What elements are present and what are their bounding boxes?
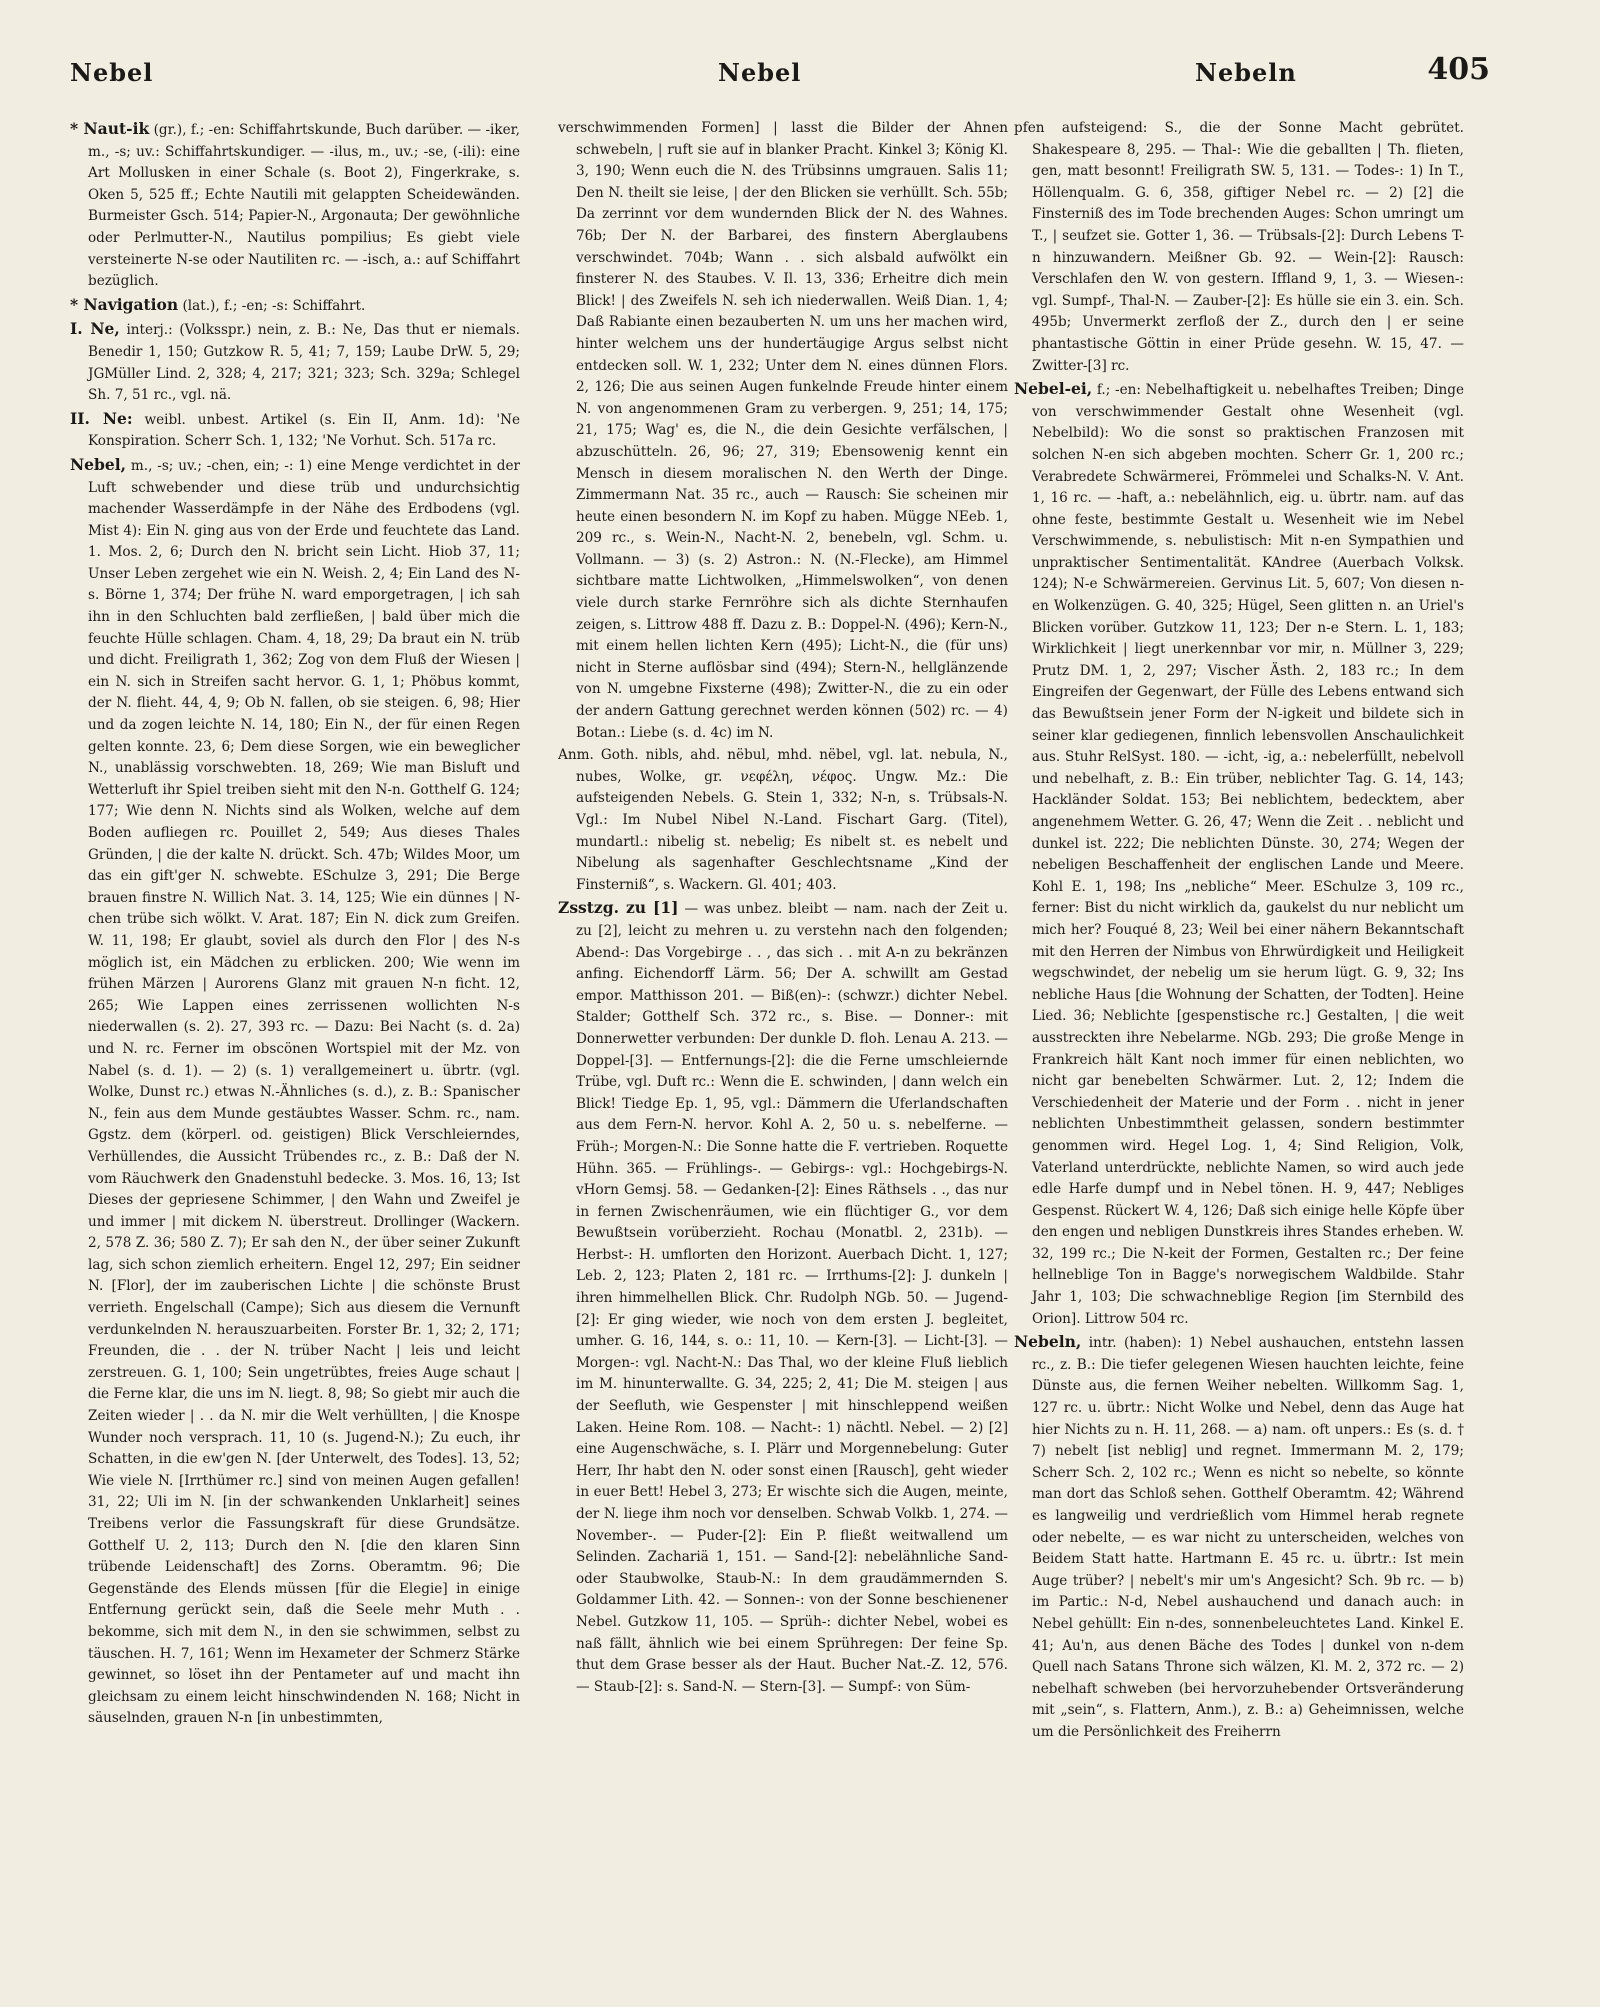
dictionary-entry [1014,118,1464,377]
entry-body: (gr.), f.; -en: Schiffahrtskunde, Buch darüber. — -iker, m., -s; uv.: Schiffahrtskundiger. — -ilus, m., uv.; -se, (-ili): eine Art Mollusken in einer Schale (s. Boot 2), Fingerkrake, s. Oken 5, 525 ff.; Echte Nautili mit gelappten Scheidewänden. Burmeister Gsch. 514; Papier-N., Argonauta; Der gewöhnliche oder Perlmutter-N., Nautilus pompilius; Es giebt viele versteinerte N-se oder Nautiliten rc. — -isch, a.: auf Schiffahrt bezüglich. [88,122,520,290]
entry-body: interj.: (Volksspr.) nein, z. B.: Ne, Das thut er niemals. Benedir 1, 150; Gutzkow R. 5, 41; 7, 159; Laube DrW. 5, 29; JGMüller Lind. 2, 328; 4, 217; 321; 323; Sch. 329a; Schlegel Sh. 7, 51 rc., vgl. nä. [88,322,520,404]
dictionary-entry [558,745,1008,896]
column-right [1014,118,1464,1988]
entry-headword: II. Ne: [70,408,133,428]
dictionary-entry [70,118,520,293]
entry-headword: Nebel-ei, [1014,379,1093,399]
entry-body: verschwimmenden Formen] | lasst die Bilder der Ahnen schwebeln, | ruft sie auf in blanker Pracht. Kinkel 3; König Kl. 3, 190; Wenn euch die N. des Trübsinns umgrauen. Salis 11; Den N. theilt sie leise, | der den Blicken sie verhüllt. Sch. 55b; Da zerrinnt vor dem wundernden Blick der N. des Wahnes. 76b; Der N. der Barbarei, des finstern Aberglaubens verschwindet. 704b; Wann . . sich alsbald aufwölkt ein finsterer N. des Staubes. V. Il. 13, 336; Erheitre dich mein Blick! | des Zweifels N. seh ich niederwallen. Weiß Dian. 1, 4; Daß Rabiante einen bezauberten N. um uns her machen wird, hinter welchem uns der hundertäugige Argus selbst nicht entdecken soll. W. 1, 232; Unter dem N. eines dünnen Flors. 2, 126; Die aus seinen Augen funkelnde Freude hinter einem N. von angenommenen Gram zu verbergen. 9, 251; 14, 175; 21, 175; Wag' es, die N., die dein Gesichte verfälschen, | abzuschütteln. 26, 96; 27, 319; Ebensowenig kennt ein Mensch in diesem moralischen N. den Werth der Dinge. Zimmermann Nat. 35 rc., auch — Rausch: Sie scheinen mir heute einen besondern N. im Kopf zu haben. Mügge NEeb. 1, 209 rc., s. Wein-N., Nacht-N. 2, benebeln, vgl. Schm. u. Vollmann. — 3) (s. 2) Astron.: N. (N.-Flecke), am Himmel sichtbare matte Lichtwolken, „Himmelswolken“, von denen viele durch starke Fernröhre sich als dichte Sternhaufen zeigen, s. Littrow 488 ff. Dazu z. B.: Doppel-N. (496); Kern-N., mit einem hellen lichten Kern (495); Licht-N., die (für uns) nicht in Sterne auflösbar sind (494); Stern-N., hellglänzende von N. umgebne Fixsterne (498); Zwitter-N., die zu ein oder der andern Gattung gerechnet werden können (502) rc. — 4) Botan.: Liebe (s. d. 4c) im N. [558,120,1008,741]
entry-headword: I. Ne, [70,319,120,339]
entry-body: (lat.), f.; -en; -s: Schiffahrt. [182,297,366,314]
entry-body: intr. (haben): 1) Nebel aushauchen, entstehn lassen rc., z. B.: Die tiefer gelegenen Wiesen hauchten leichte, feine Dünste aus, die fernen Weiher nebelten. Willkomm Sag. 1, 127 rc. u. übrtr.: Nicht Wolke und Nebel, denn das Auge hat hier Nichts zu n. H. 11, 268. — a) nam. oft unpers.: Es (s. d. † 7) nebelt [ist neblig] und regnet. Immermann M. 2, 179; Scherr Sch. 2, 102 rc.; Wenn es nicht so nebelte, so könnte man dort das Schloß sehen. Gotthelf Oberamtm. 42; Während es langweilig und verdrießlich vom Himmel herab regnete oder nebelte, — es war nicht zu unterscheiden, welches von Beidem Statt hatte. Hartmann E. 45 rc. u. übrtr.: Ist mein Auge trüber? | nebelt's mir um's Angesicht? Sch. 9b rc. — b) im Partic.: N-d, Nebel aushauchend und danach auch: in Nebel gehüllt: Ein n-des, sonnenbeleuchtetes Land. Kinkel E. 41; Au'n, aus denen Bäche des Todes | dunkel von n-dem Quell nach Satans Throne sich wälzen, Kl. M. 2, 372 rc. — 2) nebelhaft schweben (bei hervorzuhebender Ortsveränderung mit „sein“, s. Flattern, Anm.), z. B.: a) Geheimnissen, welche um die Persönlichkeit des Freiherrn [1032,1335,1464,1740]
dictionary-entry [558,118,1008,744]
page-number: 405 [1427,52,1490,87]
entry-headword: Zsstzg. zu [1] [558,898,679,918]
dictionary-entry [70,294,520,318]
column-left [70,118,520,1988]
entry-body: — was unbez. bleibt — nam. nach der Zeit u. zu [2], leicht zu mehren u. zu verstehn nach den folgenden; Abend-: Das Vorgebirge . . , das sich . . mit A-n zu bekränzen anfing. Eichendorff Lärm. 56; Der A. schwillt am Gestad empor. Matthisson 201. — Biß(en)-: (schwzr.) dichter Nebel. Stalder; Gotthelf Sch. 372 rc., s. Bise. — Donner-: mit Donnerwetter verbunden: Der dunkle D. floh. Lenau A. 213. — Doppel-[3]. — Entfernungs-[2]: die die Ferne umschleiernde Trübe, vgl. Duft rc.: Wenn die E. schwinden, | dann welch ein Blick! Tiedge Ep. 1, 95, vgl.: Dämmern die Uferlandschaften aus dem Fern-N. hervor. Kohl A. 2, 50 u. s. nebelferne. — Früh-; Morgen-N.: Die Sonne hatte die F. vertrieben. Roquette Hühn. 365. — Frühlings-. — Gebirgs-: vgl.: Hochgebirgs-N. vHorn Gemsj. 58. — Gedanken-[2]: Eines Räthsels . ., das nur in fernen Zwischenräumen, wie ein flüchtiger G., vor dem Bewußtsein vorüberzieht. Rochau (Monatbl. 2, 231b). — Herbst-: H. umflorten den Horizont. Auerbach Dicht. 1, 127; Leb. 2, 123; Platen 2, 181 rc. — Irrthums-[2]: J. dunkeln | ihren himmelhellen Blick. Chr. Rudolph NGb. 50. — Jugend-[2]: Er ging wieder, wie noch von dem ersten J. begleitet, umher. G. 16, 144, s. o.: 11, 10. — Kern-[3]. — Licht-[3]. — Morgen-: vgl. Nacht-N.: Das Thal, wo der kleine Fluß lieblich im M. hinunterwallte. G. 34, 225; 2, 41; Die M. steigen | aus der Seefluth, wie Gespenster | mit hinschleppend weißen Laken. Heine Rom. 108. — Nacht-: 1) nächtl. Nebel. — 2) [2] eine Augenschwäche, s. I. Plärr und Morgennebelung: Guter Herr, Ihr habt den N. oder sonst einen [Rausch], geht wieder in euer Bett! Hebel 3, 273; Er wischte sich die Augen, meinte, der N. liege ihm noch vor denselben. Schwab Volkb. 1, 274. — November-. — Puder-[2]: Ein P. fließt weitwallend um Selinden. Zachariä 1, 151. — Sand-[2]: nebelähnliche Sand- oder Staubwolke, Staub-N.: In dem graudämmernden S. Goldammer Lith. 42. — Sonnen-: von der Sonne beschienener Nebel. Gutzkow 11, 105. — Sprüh-: dichter Nebel, wobei es naß fällt, ähnlich wie bei einem Sprühregen: Der feine Sp. thut dem Grase besser als der Haut. Bucher Nat.-Z. 12, 576. — Staub-[2]: s. Sand-N. — Stern-[3]. — Sumpf-: von Süm- [576,901,1008,1695]
header-left-word: Nebel [70,58,154,87]
dictionary-entry [70,408,520,453]
entry-body: weibl. unbest. Artikel (s. Ein II, Anm. 1d): 'Ne Konspiration. Scherr Sch. 1, 132; 'Ne Vorhut. Sch. 517a rc. [88,411,520,450]
dictionary-entry [70,318,520,406]
header-right-word: Nebeln [1195,58,1297,87]
dictionary-entry [558,897,1008,1698]
dictionary-entry [70,454,520,1730]
running-header [70,52,1490,98]
column-middle [558,118,1008,1988]
dictionary-entry [1014,378,1464,1330]
entry-body: pfen aufsteigend: S., die der Sonne Macht gebrütet. Shakespeare 8, 295. — Thal-: Wie die geballten | Th. flieten, gen, matt besonnt! Freiligrath SW. 5, 131. — Todes-: 1) In T., Höllenqualm. G. 6, 358, giftiger Nebel rc. — 2) [2] die Finsterniß des im Tode brechenden Auges: Schon umringt um T., | seufzet sie. Gotter 1, 36. — Trübsals-[2]: Durch Lebens T-n hinzuwandern. Meißner Gb. 92. — Wein-[2]: Rausch: Verschlafen den W. von gestern. Iffland 9, 1, 3. — Wiesen-: vgl. Sumpf-, Thal-N. — Zauber-[2]: Es hülle sie ein 3. ein. Sch. 495b; Unvermerkt zerfloß der Z., durch den | er seine phantastische Göttin in einer Prüde gesehn. W. 15, 47. — Zwitter-[3] rc. [1014,120,1464,374]
dictionary-entry [1014,1331,1464,1743]
entry-headword: Nebel, [70,454,127,474]
entry-headword: Nebeln, [1014,1332,1082,1352]
entry-headword: * Navigation [70,294,179,314]
entry-body: Anm. Goth. nibls, ahd. nëbul, mhd. nëbel, vgl. lat. nebula, N., nubes, Wolke, gr. νεφέλη, νέφος. Ungw. Mz.: Die aufsteigenden Nebels. G. Stein 1, 332; N-n, s. Trübsals-N. Vgl.: Im Nubel Nibel N.-Land. Fischart Garg. (Titel), mundartl.: nibelig st. nebelig; Es nibelt st. es nebelt und Nibelung als sagenhafter Geschlechtsname „Kind der Finsterniß“, s. Wackern. Gl. 401; 403. [558,747,1008,893]
entry-body: f.; -en: Nebelhaftigkeit u. nebelhaftes Treiben; Dinge von verschwimmender Gestalt ohne Wesenheit (vgl. Nebelbild): Wo die sonst so praktischen Franzosen mit solchen N-en sich abgeben mochten. Scherr Gr. 1, 200 rc.; Verabredete Schwärmerei, Frömmelei und Schalks-N. V. Ant. 1, 16 rc. — -haft, a.: nebelähnlich, eig. u. übrtr. nam. auf das ohne feste, bestimmte Gestalt u. Wesenheit wie im Nebel Verschwimmende, s. nebulistisch: Mit n-en Sympathien und unpraktischer Sentimentalität. KAndree (Auerbach Volksk. 124); N-e Schwärmereien. Gervinus Lit. 5, 607; Von diesen n-en Wolkenzügen. G. 40, 325; Hügel, Seen glitten n. an Uriel's Blicken vorüber. Gutzkow 11, 123; Der n-e Stern. L. 1, 183; Wirklichkeit | liegt unerkennbar vor mir, n. Müllner 3, 229; Prutz DM. 1, 2, 297; Vischer Ästh. 2, 183 rc.; In dem Eingreifen der Gegenwart, der Fülle des Lebens entwand sich das Bewußtsein jener Form der N-igkeit und bildete sich in seiner klar gediegenen, finnlich lebensvollen Anschaulichkeit aus. Stuhr RelSyst. 180. — -icht, -ig, a.: nebelerfüllt, nebelvoll und nebelhaft, z. B.: Ein trüber, neblichter Tag. G. 14, 143; Hackländer Soldat. 153; Bei neblichtem, bedecktem, aber angenehmem Wetter. G. 26, 47; Wenn die Zeit . . neblicht und dunkel ist. 222; Die neblichten Dünste. 30, 274; Wegen der nebeligen Beschaffenheit der englischen Lande und Meere. Kohl E. 1, 198; Ins „nebliche“ Meer. ESchulze 3, 109 rc., ferner: Bist du nicht wirklich da, gaukelst du nur neblicht um mich her? Fouqué 8, 23; Weil bei einer nähern Bekanntschaft mit den Herren der Nimbus von Ehrwürdigkeit und Heiligkeit wegschwindet, der nebelig um sie herum lügt. G. 9, 32; Ins nebliche Haus [die Wohnung der Schatten, der Todten]. Heine Lied. 36; Neblichte [gespenstische rc.] Gestalten, | die weit ausstreckten ihre Nebelarme. NGb. 293; Die große Menge in Frankreich hält Kant noch immer für einen neblichten, wo nicht gar benebelten Schwärmer. Lut. 2, 12; Indem die Verschiedenheit der Materie und der Form . . nicht in jener neblichten Unbestimmtheit gelassen, sondern bestimmter genommen wird. Hegel Log. 1, 4; Sind Religion, Volk, Vaterland unterdrückte, neblichte Namen, so wird auch jede edle Harfe dumpf und in Nebel tönen. H. 9, 447; Nebliges Gespenst. Rückert W. 4, 126; Daß sich einige helle Köpfe über den engen und nebligen Dunstkreis ihres Standes erheben. W. 32, 199 rc.; Die N-keit der Formen, Gestalten rc.; Der feine hellneblige Ton in Bagge's norwegischem Waldbilde. Stahr Jahr 1, 103; Die schwachneblige Region [im Sternbild des Orion]. Littrow 504 rc. [1032,382,1464,1327]
entry-body: m., -s; uv.; -chen, ein; -: 1) eine Menge verdichtet in der Luft schwebender und diese trüb und undurchsichtig machender Wasserdämpfe in der Nähe des Erdbodens (vgl. Mist 4): Ein N. ging aus von der Erde und feuchtete das Land. 1. Mos. 2, 6; Durch den N. bricht sein Licht. Hiob 37, 11; Unser Leben zergehet wie ein N. Weish. 2, 4; Ein Land des N-s. Börne 1, 374; Der frühe N. ward emporgetragen, | ich sah ihn in den Schluchten bald zerfließen, | bald über mich die feuchte Hülle schlagen. Cham. 4, 18, 29; Da braut ein N. trüb und dicht. Freiligrath 1, 362; Zog von dem Fluß der Wiesen | ein N. sich in Streifen sacht hervor. G. 1, 1; Phöbus kommt, der N. flieht. 44, 4, 9; Ob N. fallen, ob sie steigen. 6, 98; Hier und da zogen leichte N. 14, 180; Ein N., der für einen Regen gelten konnte. 23, 6; Dem diese Sorgen, wie ein beweglicher N., unablässig vorschwebten. 18, 269; Wie man Bisluft und Wetterluft ihr Spiel treiben sieht mit den N-n. Gotthelf G. 124; 177; Wie denn N. Nichts sind als Wolken, welche auf dem Boden aufliegen rc. Pouillet 2, 549; Aus dieses Thales Gründen, | die der kalte N. drückt. Sch. 47b; Wildes Moor, um das ein gift'ger N. schwebte. ESchulze 3, 291; Die Berge brauen finstre N. Willich Nat. 3. 14, 125; Wie ein dünnes | N-chen trübe sich wölkt. V. Arat. 187; Ein N. dick zum Greifen. W. 11, 198; Er glaubt, soviel als durch den Flor | des N-s möglich ist, ein Mädchen zu erblicken. 200; Wie wenn im frühen Märzen | Aurorens Glanz mit grauen N-n ficht. 12, 265; Wie Lappen eines zerrissenen wollichten N-s niederwallen (s. 2). 27, 393 rc. — Dazu: Bei Nacht (s. d. 2a) und N. rc. Ferner im obscönen Wortspiel mit der Mz. von Nabel (s. d. 1). — 2) (s. 1) verallgemeinert u. übrtr. (vgl. Wolke, Dunst rc.) etwas N.-Ähnliches (s. d.), z. B.: Spanischer N., fein aus dem Munde gestäubtes Wasser. Schm. rc., nam. Ggstz. dem (körperl. od. geistigen) Blick Verschleierndes, Verhüllendes, die Aussicht Trübendes rc., z. B.: Daß der N. vom Räuchwerk den Gnadenstuhl bedecke. 3. Mos. 16, 13; Ist Dieses der gepriesene Schimmer, | den Wahn und Zweifel je und immer | mit dickem N. überstreut. Drollinger (Wackern. 2, 578 Z. 36; 580 Z. 7); Er sah den N., der über seiner Zukunft lag, sich schon ziemlich erheitern. Engel 12, 297; Ein seidner N. [Flor], der im zauberischen Lichte | die schönste Brust verrieth. Engelschall (Campe); Sich aus diesem die Vernunft verdunkelnden N. herauszuarbeiten. Forster Br. 1, 32; 2, 171; Freunden, die . . der N. trüber Nacht | leis und leicht zerstreuen. G. 1, 100; Sein ungetrübtes, freies Auge schaut | die Ferne klar, die uns im N. liegt. 8, 98; So giebt mir auch die Zeiten wieder | . . da N. mir die Welt verhüllten, | die Knospe Wunder noch versprach. 11, 10 (s. Jugend-N.); Zu euch, ihr Schatten, in die ew'gen N. [der Unterwelt, des Todes]. 13, 52; Wie viele N. [Irrthümer rc.] sind von meinen Augen gefallen! 31, 22; Uli im N. [in der schwankenden Unklarheit] seines Treibens verlor die Fassungskraft für diese Grundsätze. Gotthelf U. 2, 113; Durch den N. [die den klaren Sinn trübende Leidenschaft] des Zorns. Oberamtm. 96; Die Gegenstände des Elends müssen [für die Elegie] in einige Entfernung gerückt sein, daß die Seele mehr Muth . . bekomme, sich mit dem N., in den sie schwimmen, selbst zu täuschen. H. 7, 161; Wenn im Hexameter der Schmerz Stärke gewinnet, so löset ihn der Pentameter auf und macht ihn gleichsam zu einem leicht hinschwindenden N. 168; Nicht in säuselnden, grauen N-n [in unbestimmten, [88,457,520,1727]
entry-headword: * Naut-ik [70,119,150,138]
header-center-word: Nebel [718,58,802,87]
